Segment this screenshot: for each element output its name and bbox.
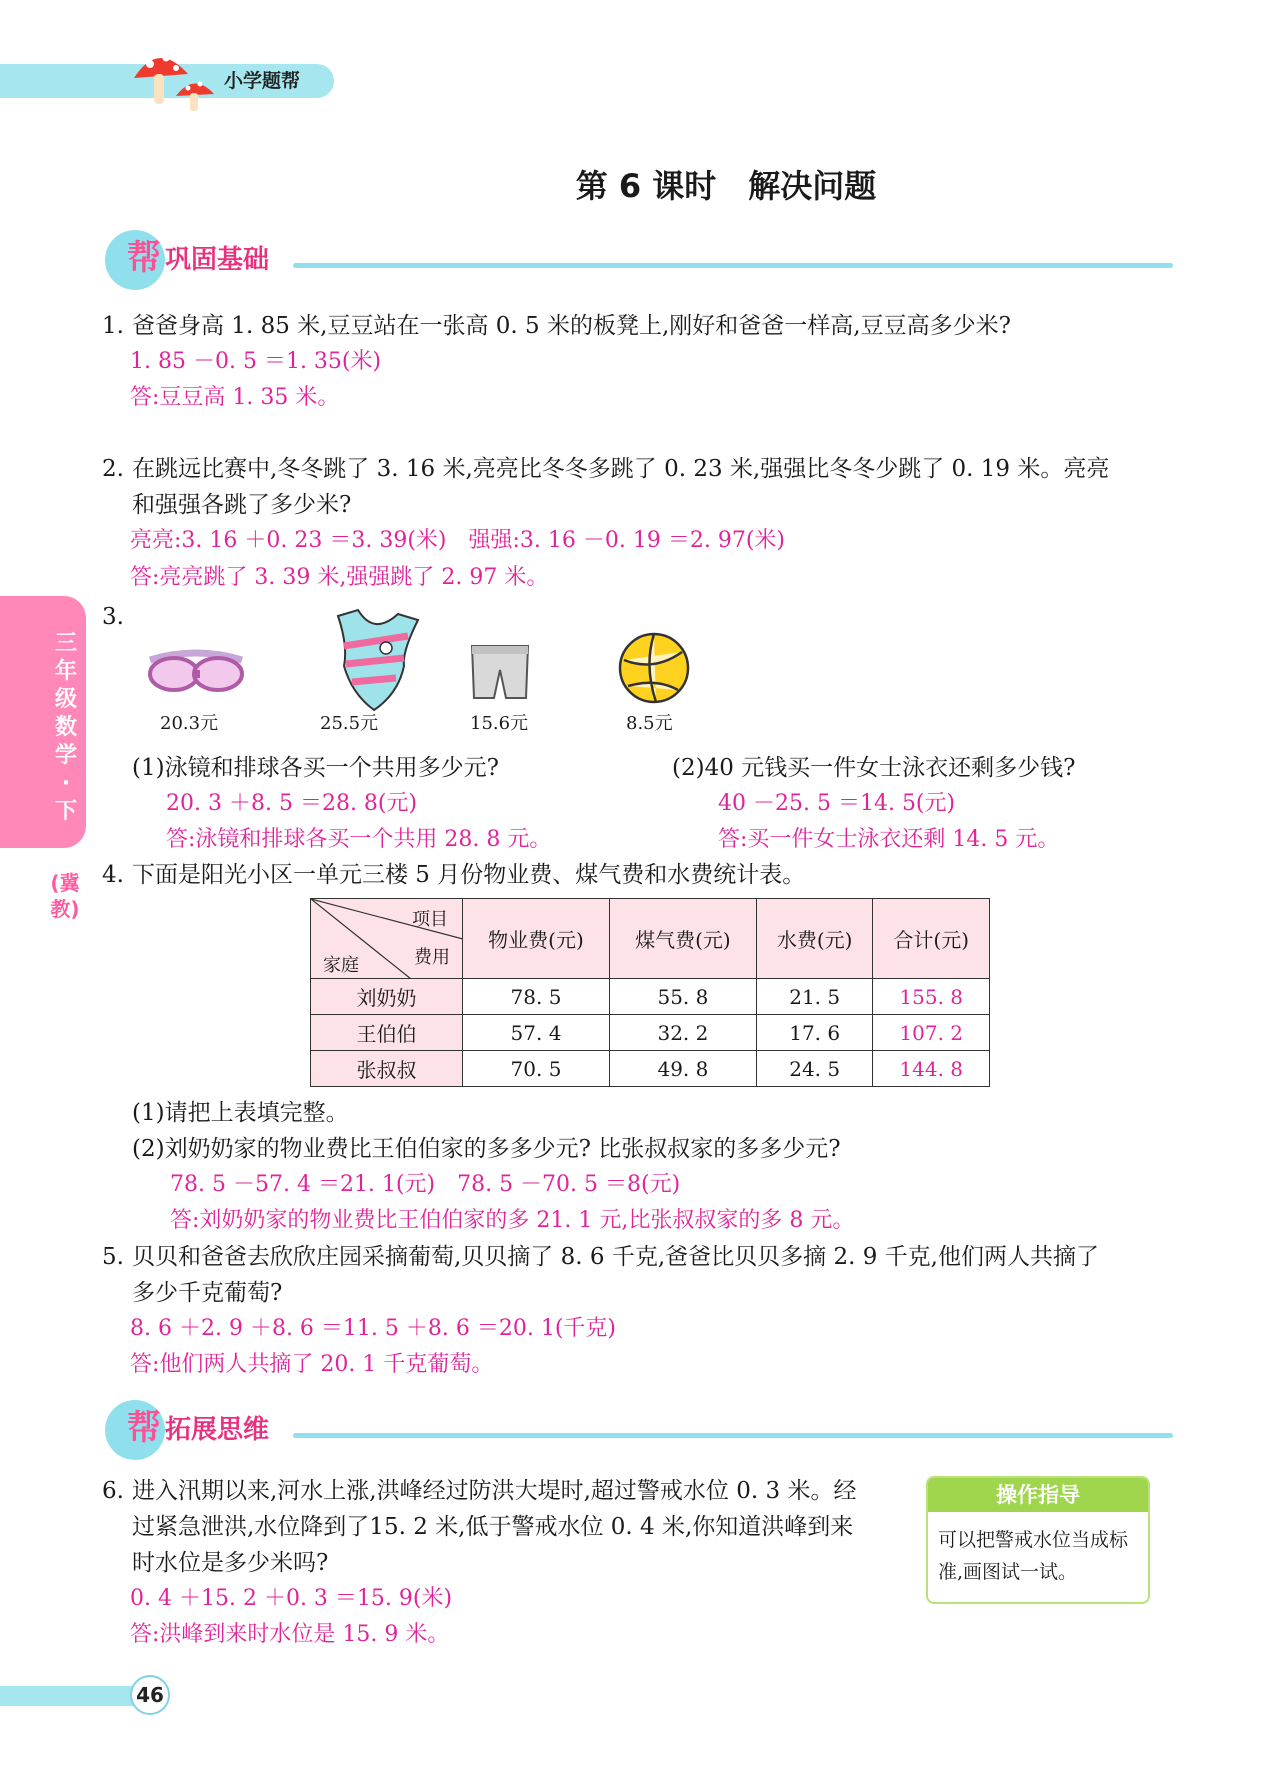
section-header-basic xyxy=(105,230,1175,290)
table-diagonal-header xyxy=(311,899,463,979)
section-title-basic: 巩固基础 xyxy=(165,245,270,275)
operation-guide-box xyxy=(926,1476,1150,1604)
mushroom-logo-icon xyxy=(128,44,224,116)
section-bang-label: 帮 xyxy=(127,238,161,278)
question-3-sub2-calc: 40 －25. 5 ＝14. 5(元) xyxy=(718,791,956,816)
question-3-sub2-answer: 答:买一件女士泳衣还剩 14. 5 元。 xyxy=(718,827,1060,852)
question-5-text-line1: 贝贝和爸爸去欣欣庄园采摘葡萄,贝贝摘了 8. 6 千克,爸爸比贝贝多摘 2. 9 千克,他们两人共摘了 xyxy=(132,1244,1099,1270)
swim-trunks-price: 15.6元 xyxy=(470,713,529,734)
table-row-name: 刘奶奶 xyxy=(311,979,463,1015)
question-3-sub2: (2)40 元钱买一件女士泳衣还剩多少钱? xyxy=(672,755,1076,781)
table-cell: 57. 4 xyxy=(463,1015,610,1051)
question-2-answer: 答:亮亮跳了 3. 39 米,强强跳了 2. 97 米。 xyxy=(130,565,549,590)
table-header-cell: 煤气费(元) xyxy=(609,899,756,979)
question-number: 6. xyxy=(102,1478,124,1504)
question-4-text: 下面是阳光小区一单元三楼 5 月份物业费、煤气费和水费统计表。 xyxy=(132,862,806,888)
brand-name: 小学题帮 xyxy=(224,70,301,92)
question-number: 5. xyxy=(102,1244,124,1270)
goggles-image xyxy=(140,640,252,700)
table-header-cell: 合计(元) xyxy=(873,899,990,979)
diag-label-fee: 费用 xyxy=(414,947,450,968)
question-1-text: 爸爸身高 1. 85 米,豆豆站在一张高 0. 5 米的板凳上,刚好和爸爸一样高,豆豆高多少米? xyxy=(132,313,1011,339)
question-1-answer-calc: 1. 85 －0. 5 ＝1. 35(米) xyxy=(130,349,382,374)
table-row xyxy=(311,1015,990,1051)
table-cell-total: 107. 2 xyxy=(873,1015,990,1051)
question-4-answer-calc: 78. 5 －57. 4 ＝21. 1(元) 78. 5 －70. 5 ＝8(元) xyxy=(170,1172,681,1197)
section-divider xyxy=(293,263,1173,268)
table-cell-total: 155. 8 xyxy=(873,979,990,1015)
question-3-sub1-answer: 答:泳镜和排球各买一个共用 28. 8 元。 xyxy=(166,827,552,852)
table-cell: 32. 2 xyxy=(609,1015,756,1051)
question-5-answer-calc: 8. 6 ＋2. 9 ＋8. 6 ＝11. 5 ＋8. 6 ＝20. 1(千克) xyxy=(130,1316,617,1341)
table-header-row xyxy=(311,899,990,979)
question-2-text-line2: 和强强各跳了多少米? xyxy=(132,492,352,518)
question-3-sub1: (1)泳镜和排球各买一个共用多少元? xyxy=(132,755,499,781)
table-header-cell: 物业费(元) xyxy=(463,899,610,979)
question-2-text-line1: 在跳远比赛中,冬冬跳了 3. 16 米,亮亮比冬冬多跳了 0. 23 米,强强比冬冬少跳了 0. 19 米。亮亮 xyxy=(132,456,1110,482)
question-6-text-line1: 进入汛期以来,河水上涨,洪峰经过防洪大堤时,超过警戒水位 0. 3 米。经 xyxy=(132,1478,857,1504)
fee-table xyxy=(310,898,990,1087)
question-2-answer-calc: 亮亮:3. 16 ＋0. 23 ＝3. 39(米) 强强:3. 16 －0. 19 ＝2. 97(米) xyxy=(130,528,785,553)
swim-trunks-image xyxy=(468,640,532,704)
footer-band xyxy=(0,1686,150,1706)
question-number: 1. xyxy=(102,313,124,339)
diag-label-family: 家庭 xyxy=(323,955,359,976)
page-title: 第 6 课时 解决问题 xyxy=(575,167,877,205)
question-6-text-line2: 过紧急泄洪,水位降到了15. 2 米,低于警戒水位 0. 4 米,你知道洪峰到来 xyxy=(132,1514,854,1540)
table-row-name: 张叔叔 xyxy=(311,1051,463,1087)
operation-guide-text: 可以把警戒水位当成标准,画图试一试。 xyxy=(938,1529,1129,1583)
table-row xyxy=(311,979,990,1015)
table-cell: 55. 8 xyxy=(609,979,756,1015)
page-number: 46 xyxy=(130,1675,170,1715)
question-4-answer: 答:刘奶奶家的物业费比王伯伯家的多 21. 1 元,比张叔叔家的多 8 元。 xyxy=(170,1208,855,1233)
table-row xyxy=(311,1051,990,1087)
table-cell: 78. 5 xyxy=(463,979,610,1015)
table-cell: 70. 5 xyxy=(463,1051,610,1087)
question-5-text-line2: 多少千克葡萄? xyxy=(132,1280,283,1306)
swimsuit-image xyxy=(318,606,430,716)
table-row-name: 王伯伯 xyxy=(311,1015,463,1051)
operation-guide-title: 操作指导 xyxy=(928,1478,1148,1512)
goggles-price: 20.3元 xyxy=(160,713,219,734)
table-cell: 21. 5 xyxy=(756,979,873,1015)
question-4-sub1: (1)请把上表填完整。 xyxy=(132,1100,349,1126)
volleyball-image xyxy=(616,630,692,706)
question-6-text-line3: 时水位是多少米吗? xyxy=(132,1550,329,1576)
diag-label-item: 项目 xyxy=(412,909,448,930)
question-number: 3. xyxy=(102,604,124,630)
volleyball-price: 8.5元 xyxy=(626,713,673,734)
section-divider xyxy=(293,1433,1173,1438)
swimsuit-price: 25.5元 xyxy=(320,713,379,734)
question-number: 4. xyxy=(102,862,124,888)
question-6-answer-calc: 0. 4 ＋15. 2 ＋0. 3 ＝15. 9(米) xyxy=(130,1586,453,1611)
section-bang-label: 帮 xyxy=(127,1408,161,1448)
table-cell: 24. 5 xyxy=(756,1051,873,1087)
table-cell-total: 144. 8 xyxy=(873,1051,990,1087)
table-cell: 49. 8 xyxy=(609,1051,756,1087)
section-title-extend: 拓展思维 xyxy=(165,1415,270,1445)
question-1-answer: 答:豆豆高 1. 35 米。 xyxy=(130,385,340,410)
question-5-answer: 答:他们两人共摘了 20. 1 千克葡萄。 xyxy=(130,1352,494,1377)
section-header-extend xyxy=(105,1400,1175,1460)
question-6-answer: 答:洪峰到来时水位是 15. 9 米。 xyxy=(130,1622,450,1647)
side-tab-edition: (冀教) xyxy=(50,871,80,921)
question-4-sub2: (2)刘奶奶家的物业费比王伯伯家的多多少元? 比张叔叔家的多多少元? xyxy=(132,1136,841,1162)
question-3-sub1-calc: 20. 3 ＋8. 5 ＝28. 8(元) xyxy=(166,791,418,816)
side-tab-grade: 三年级数学·下 xyxy=(54,631,77,824)
table-cell: 17. 6 xyxy=(756,1015,873,1051)
table-header-cell: 水费(元) xyxy=(756,899,873,979)
question-number: 2. xyxy=(102,456,124,482)
